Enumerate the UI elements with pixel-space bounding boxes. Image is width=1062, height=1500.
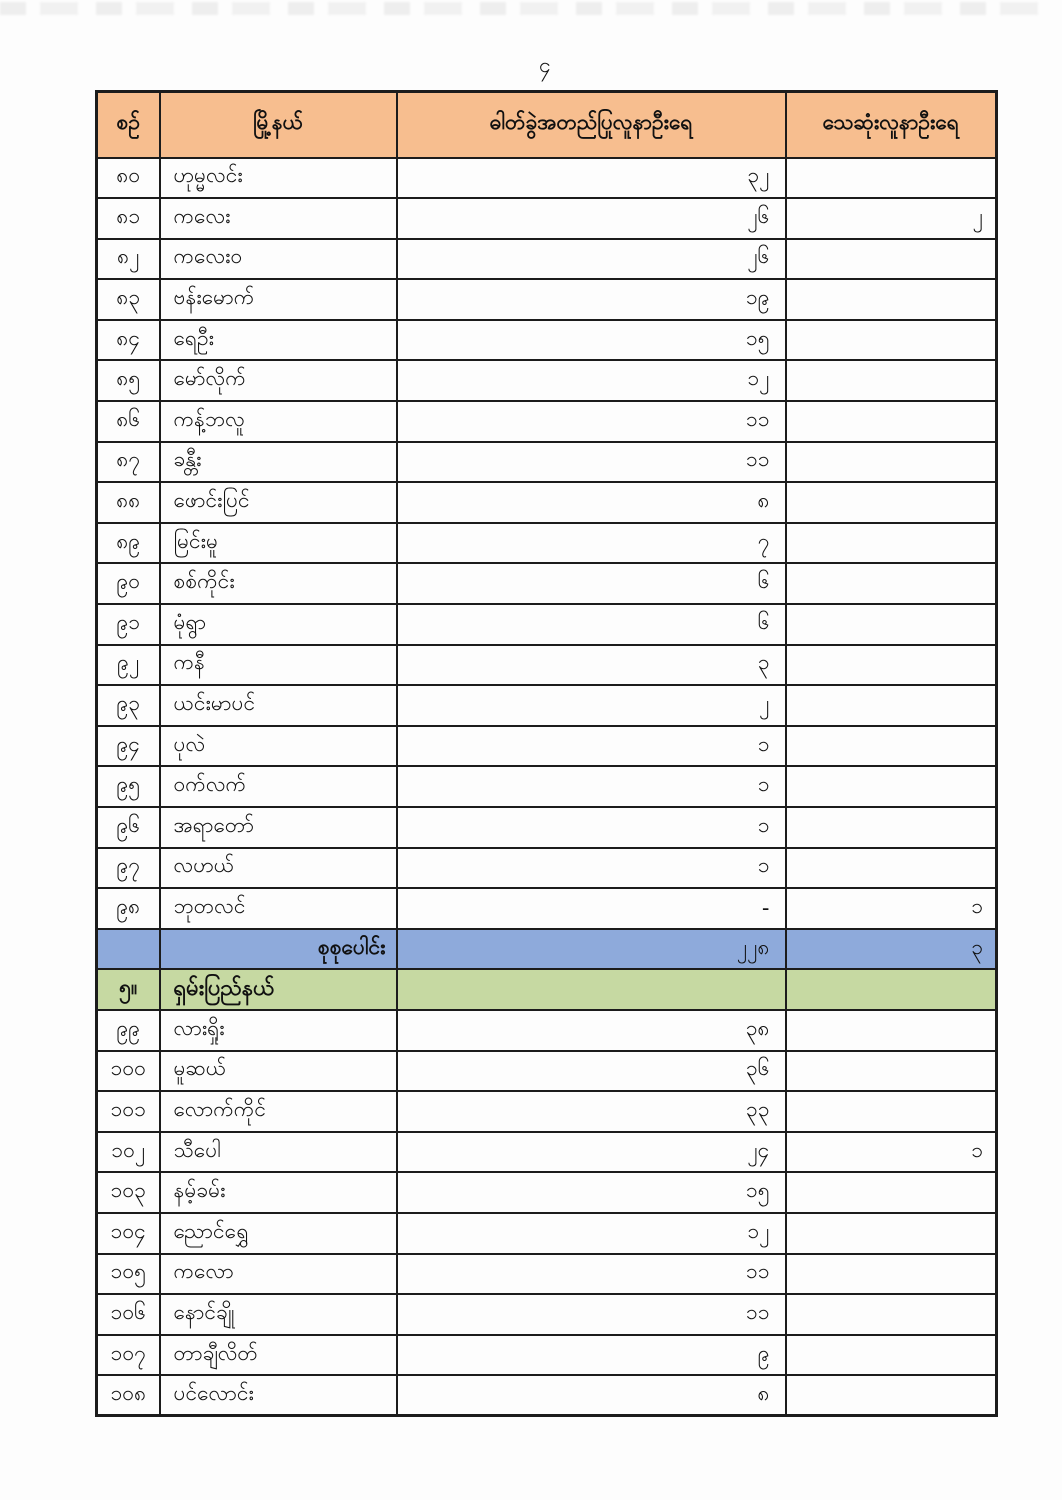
table-row: [97, 807, 997, 848]
township-name: ကလော: [160, 1254, 397, 1295]
row-serial-no: ၉၁: [97, 604, 160, 645]
township-name: နမ့်ခမ်း: [160, 1172, 397, 1213]
township-name: ကလေး: [160, 198, 397, 239]
confirmed-count: ၃၈: [397, 1010, 786, 1051]
township-name: မုံရွာ: [160, 604, 397, 645]
confirmed-count: ၁: [397, 766, 786, 807]
township-name: အရာတော်: [160, 807, 397, 848]
row-serial-no: ၁၀၀: [97, 1051, 160, 1092]
table-row: [97, 1010, 997, 1051]
death-count: [786, 726, 997, 767]
table-row: [97, 1294, 997, 1335]
section-name: ရှမ်းပြည်နယ်: [160, 969, 397, 1010]
township-name: လဟယ်: [160, 848, 397, 889]
table-row: [97, 1335, 997, 1376]
death-count: [786, 442, 997, 483]
scan-bleed-artifact: [0, 2, 1040, 15]
table-row: [97, 158, 997, 199]
row-serial-no: ၈၀: [97, 158, 160, 199]
table-row: [97, 482, 997, 523]
township-name: ဝက်လက်: [160, 766, 397, 807]
section-row-shan-state: [97, 969, 997, 1010]
table-row: [97, 198, 997, 239]
confirmed-count: ၃၆: [397, 1051, 786, 1092]
death-count: [786, 1213, 997, 1254]
table-row: [97, 1132, 997, 1173]
row-serial-no: ၁၀၄: [97, 1213, 160, 1254]
table-row: [97, 239, 997, 280]
row-serial-no: ၉၀: [97, 563, 160, 604]
confirmed-count: -: [397, 888, 786, 929]
death-count: ၁: [786, 1132, 997, 1173]
row-serial-no: ၈၇: [97, 442, 160, 483]
death-count: [786, 1294, 997, 1335]
row-serial-no: ၁၀၈: [97, 1375, 160, 1416]
township-name: စစ်ကိုင်း: [160, 563, 397, 604]
table-row: [97, 320, 997, 361]
death-count: ၁: [786, 888, 997, 929]
death-count: [786, 1010, 997, 1051]
confirmed-count: ၂၆: [397, 198, 786, 239]
section-empty-death-cell: [786, 969, 997, 1010]
death-count: ၂: [786, 198, 997, 239]
table-row: [97, 1254, 997, 1295]
confirmed-count: ၁၁: [397, 1294, 786, 1335]
table-row: [97, 401, 997, 442]
row-serial-no: ၈၃: [97, 279, 160, 320]
section-serial-no: ၅။: [97, 969, 160, 1010]
township-name: မြင်းမူ: [160, 523, 397, 564]
township-name: ကလေးဝ: [160, 239, 397, 280]
death-count: [786, 1254, 997, 1295]
township-name: ကနီ: [160, 645, 397, 686]
confirmed-count: ၂၄: [397, 1132, 786, 1173]
death-count: [786, 807, 997, 848]
table-row: [97, 1051, 997, 1092]
confirmed-count: ၉: [397, 1335, 786, 1376]
confirmed-count: ၈: [397, 1375, 786, 1416]
table-row: [97, 360, 997, 401]
death-count: [786, 320, 997, 361]
death-count: [786, 360, 997, 401]
township-name: ကန့်ဘလူ: [160, 401, 397, 442]
death-count: [786, 604, 997, 645]
death-count: [786, 1335, 997, 1376]
confirmed-count: ၁၂: [397, 1213, 786, 1254]
death-count: [786, 482, 997, 523]
header-no: စဉ်: [97, 92, 160, 158]
confirmed-count: ၁၂: [397, 360, 786, 401]
township-name: မူဆယ်: [160, 1051, 397, 1092]
table-row: [97, 726, 997, 767]
confirmed-count: ၃: [397, 645, 786, 686]
death-count: [786, 766, 997, 807]
death-count: [786, 1051, 997, 1092]
row-serial-no: ၉၇: [97, 848, 160, 889]
row-serial-no: ၈၂: [97, 239, 160, 280]
death-count: [786, 1172, 997, 1213]
row-serial-no: ၁၀၅: [97, 1254, 160, 1295]
death-count: [786, 158, 997, 199]
table-row: [97, 279, 997, 320]
row-serial-no: ၉၅: [97, 766, 160, 807]
confirmed-count: ၁: [397, 848, 786, 889]
confirmed-count: ၂၆: [397, 239, 786, 280]
table-row: [97, 1172, 997, 1213]
township-name: ဗန်းမောက်: [160, 279, 397, 320]
confirmed-count: ၆: [397, 563, 786, 604]
confirmed-count: ၁: [397, 807, 786, 848]
confirmed-count: ၁: [397, 726, 786, 767]
confirmed-count: ၈: [397, 482, 786, 523]
row-serial-no: ၁၀၆: [97, 1294, 160, 1335]
confirmed-count: ၁၁: [397, 442, 786, 483]
table-row: [97, 1091, 997, 1132]
header-row: [97, 92, 997, 158]
table-row: [97, 563, 997, 604]
township-name: သီပေါ: [160, 1132, 397, 1173]
table-row: [97, 888, 997, 929]
township-name: ညောင်ရွှေ: [160, 1213, 397, 1254]
row-serial-no: ၁၀၃: [97, 1172, 160, 1213]
confirmed-count: ၂: [397, 685, 786, 726]
table-row: [97, 523, 997, 564]
township-name: နောင်ချို: [160, 1294, 397, 1335]
section-empty-confirmed-cell: [397, 969, 786, 1010]
table-row: [97, 685, 997, 726]
confirmed-count: ၁၅: [397, 1172, 786, 1213]
township-name: ဟုမ္မလင်း: [160, 158, 397, 199]
township-name: ယင်းမာပင်: [160, 685, 397, 726]
death-count: [786, 848, 997, 889]
row-serial-no: ၉၉: [97, 1010, 160, 1051]
confirmed-count: ၃၃: [397, 1091, 786, 1132]
township-name: မော်လိုက်: [160, 360, 397, 401]
row-serial-no: ၈၄: [97, 320, 160, 361]
row-serial-no: ၉၂: [97, 645, 160, 686]
confirmed-count: ၇: [397, 523, 786, 564]
township-name: ပင်လောင်း: [160, 1375, 397, 1416]
township-name: ဘုတလင်: [160, 888, 397, 929]
row-serial-no: ၁၀၇: [97, 1335, 160, 1376]
total-row: [97, 929, 997, 970]
row-serial-no: ၈၅: [97, 360, 160, 401]
table-row: [97, 766, 997, 807]
table-row: [97, 1213, 997, 1254]
row-serial-no: ၉၄: [97, 726, 160, 767]
row-serial-no: ၁၀၁: [97, 1091, 160, 1132]
confirmed-count: ၁၁: [397, 1254, 786, 1295]
confirmed-count: ၃၂: [397, 158, 786, 199]
row-serial-no: ၈၈: [97, 482, 160, 523]
confirmed-count: ၁၁: [397, 401, 786, 442]
total-confirmed-count: ၂၂၈: [397, 929, 786, 970]
confirmed-count: ၁၅: [397, 320, 786, 361]
total-row-empty-cell: [97, 929, 160, 970]
township-name: ခန္တီး: [160, 442, 397, 483]
row-serial-no: ၈၉: [97, 523, 160, 564]
death-count: [786, 1375, 997, 1416]
death-count: [786, 685, 997, 726]
table-row: [97, 604, 997, 645]
covid-township-table: [95, 90, 998, 1417]
township-name: ဖောင်းပြင်: [160, 482, 397, 523]
township-name: ရေဦး: [160, 320, 397, 361]
township-name: လောက်ကိုင်: [160, 1091, 397, 1132]
total-label: စုစုပေါင်း: [160, 929, 397, 970]
table-row: [97, 645, 997, 686]
death-count: [786, 401, 997, 442]
table-header: [97, 92, 997, 158]
row-serial-no: ၁၀၂: [97, 1132, 160, 1173]
page-number: ၄: [539, 53, 551, 77]
death-count: [786, 239, 997, 280]
table-row: [97, 442, 997, 483]
row-serial-no: ၈၁: [97, 198, 160, 239]
death-count: [786, 279, 997, 320]
table-body: [97, 158, 997, 1416]
township-name: ပုလဲ: [160, 726, 397, 767]
table-row: [97, 848, 997, 889]
death-count: [786, 523, 997, 564]
header-confirmed: ဓါတ်ခွဲအတည်ပြုလူနာဦးရေ: [397, 92, 786, 158]
row-serial-no: ၉၃: [97, 685, 160, 726]
confirmed-count: ၁၉: [397, 279, 786, 320]
death-count: [786, 1091, 997, 1132]
header-deaths: သေဆုံးလူနာဦးရေ: [786, 92, 997, 158]
header-township: မြို့နယ်: [160, 92, 397, 158]
death-count: [786, 563, 997, 604]
total-death-count: ၃: [786, 929, 997, 970]
township-name: လားရှိုး: [160, 1010, 397, 1051]
table-row: [97, 1375, 997, 1416]
row-serial-no: ၉၆: [97, 807, 160, 848]
death-count: [786, 645, 997, 686]
row-serial-no: ၈၆: [97, 401, 160, 442]
township-name: တာချီလိတ်: [160, 1335, 397, 1376]
row-serial-no: ၉၈: [97, 888, 160, 929]
confirmed-count: ၆: [397, 604, 786, 645]
